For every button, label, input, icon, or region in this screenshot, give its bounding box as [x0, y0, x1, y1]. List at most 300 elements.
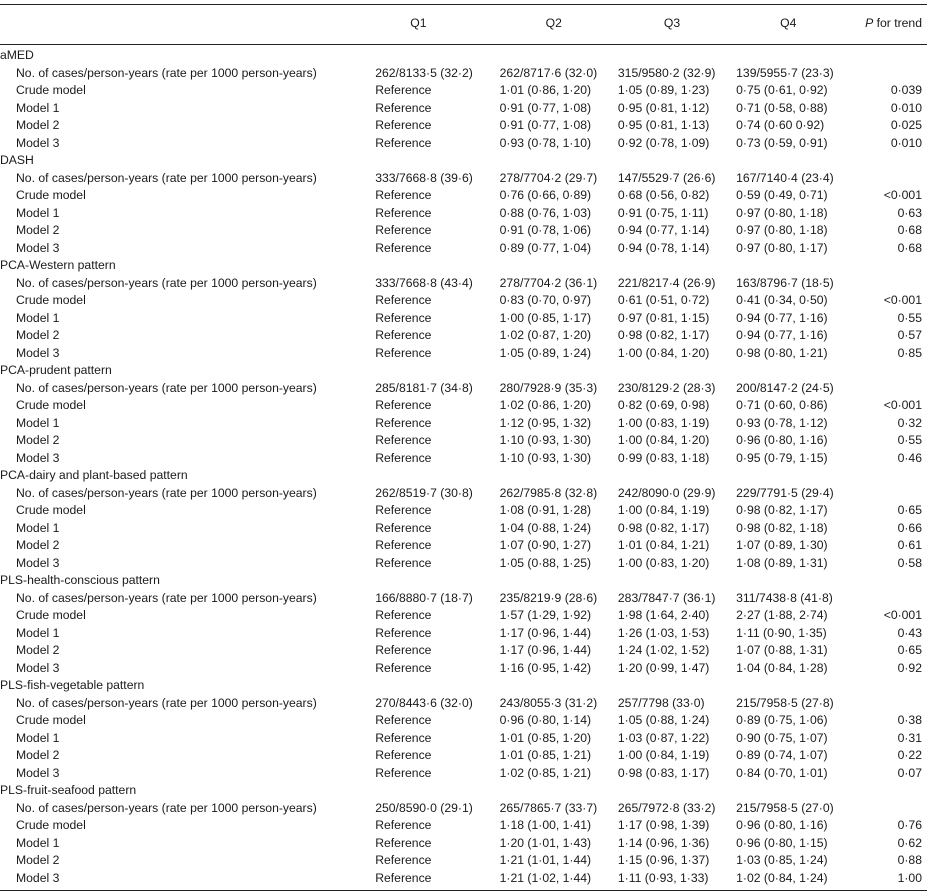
cell-p-trend: [851, 485, 927, 503]
cell-q2: 1·01 (0·85, 1·21): [499, 748, 592, 763]
header-label: [0, 5, 375, 45]
row-label: Model 2: [16, 433, 60, 448]
cell-q1: Reference: [375, 205, 432, 220]
row-label: Model 1: [16, 100, 60, 115]
row-label: Crude model: [16, 608, 86, 623]
cell-q1: Reference: [375, 223, 432, 238]
cell-q1: Reference: [375, 853, 432, 868]
cell-q4: 0·97 (0·80, 1·18): [736, 205, 828, 220]
cell-p-trend: 0·68: [897, 223, 922, 238]
cell-q2: 1·57 (1·29, 1·92): [499, 608, 592, 623]
cell-q1: Reference: [375, 503, 432, 518]
row-label: Model 3: [16, 660, 60, 675]
row-label: Crude model: [16, 293, 86, 308]
table-row: [0, 800, 927, 818]
row-label: Model 3: [0, 870, 375, 891]
cell-q2: 1·00 (0·85, 1·17): [499, 310, 592, 325]
table-header: [0, 5, 927, 45]
cell-p-trend: <0·001: [883, 188, 922, 203]
row-label: No. of cases/person-years (rate per 1000 person-years): [16, 380, 317, 395]
cell-q4: 0·97 (0·80, 1·17): [736, 240, 828, 255]
cell-q1: Reference: [375, 293, 432, 308]
cell-p-trend: 1·00: [851, 870, 927, 891]
cell-p-trend: [851, 275, 927, 293]
cell-q2: 1·02 (0·85, 1·21): [499, 765, 592, 780]
cell-q1: Reference: [375, 83, 432, 98]
cell-q1: Reference: [375, 415, 432, 430]
cell-q4: 167/7140·4 (23·4): [736, 170, 834, 185]
row-label: Model 3: [16, 135, 60, 150]
cell-q3: 242/8090·0 (29·9): [617, 485, 716, 500]
cell-q3: 315/9580·2 (32·9): [617, 65, 716, 80]
table-row: [0, 712, 927, 730]
cell-q2: 278/7704·2 (29·7): [499, 170, 598, 185]
header-q4-text: Q4: [780, 16, 797, 30]
cell-q3: 0·91 (0·75, 1·11): [617, 205, 709, 220]
cell-q4: 0·75 (0·61, 0·92): [736, 83, 828, 98]
row-label: Crude model: [16, 503, 86, 518]
row-label: No. of cases/person-years (rate per 1000 person-years): [16, 65, 317, 80]
cell-q4: 0·98 (0·82, 1·18): [736, 520, 828, 535]
table-row: [0, 222, 927, 240]
cell-q1: Reference: [375, 240, 432, 255]
cell-q2: 1·01 (0·85, 1·20): [499, 730, 592, 745]
cell-q1: Reference: [375, 118, 432, 133]
cell-q2: 0·91 (0·78, 1·06): [499, 223, 592, 238]
cell-q1: Reference: [375, 310, 432, 325]
cell-q2: 1·10 (0·93, 1·30): [499, 450, 592, 465]
cell-q1: Reference: [375, 450, 432, 465]
cell-p-trend: <0·001: [883, 398, 922, 413]
cell-q2: 1·17 (0·96, 1·44): [499, 625, 592, 640]
cell-q3: 257/7798 (33·0): [617, 695, 705, 710]
cell-p-trend: 0·85: [897, 345, 922, 360]
table-row: [0, 82, 927, 100]
cell-q4: 139/5955·7 (23·3): [736, 65, 834, 80]
cell-q3: 1·00 (0·83, 1·20): [617, 555, 710, 570]
row-label: Model 3: [16, 555, 60, 570]
results-table: [0, 4, 927, 891]
cell-q3: 0·95 (0·81, 1·13): [617, 118, 710, 133]
cell-p-trend: 0·039: [890, 83, 922, 98]
table-row: [0, 590, 927, 608]
table-body: [0, 45, 927, 891]
group-title-row: [0, 467, 927, 485]
table-row: [0, 660, 927, 678]
cell-p-trend: 0·55: [897, 433, 922, 448]
cell-q3: 230/8129·2 (28·3): [617, 380, 716, 395]
table-row: [0, 765, 927, 783]
cell-q3: 1·20 (0·99, 1·47): [617, 660, 710, 675]
cell-q1: 262/8133·5 (32·2): [375, 65, 473, 80]
cell-q3: 1·14 (0·96, 1·36): [617, 835, 710, 850]
table-row: [0, 817, 927, 835]
cell-p-trend: 0·32: [897, 415, 922, 430]
header-q3-text: Q3: [663, 16, 681, 30]
cell-q4: 1·03 (0·85, 1·24): [736, 853, 828, 868]
cell-q3: 1·00 (0·84, 1·19): [617, 748, 710, 763]
cell-p-trend: 0·46: [897, 450, 922, 465]
cell-q2: 280/7928·9 (35·3): [499, 380, 598, 395]
cell-p-trend: 0·43: [897, 625, 922, 640]
group-title-row: [0, 45, 927, 65]
cell-q3: 1·05 (0·89, 1·23): [617, 83, 710, 98]
row-label: Model 1: [16, 415, 60, 430]
cell-q4: 1·07 (0·89, 1·30): [736, 538, 828, 553]
row-label: Crude model: [16, 713, 86, 728]
cell-q2: 0·96 (0·80, 1·14): [499, 713, 592, 728]
cell-q2: 0·88 (0·76, 1·03): [499, 205, 592, 220]
cell-p-trend: 0·65: [897, 643, 922, 658]
cell-q2: 262/7985·8 (32·8): [499, 485, 598, 500]
cell-q1: Reference: [375, 188, 432, 203]
group-title: PLS-fish-vegetable pattern: [0, 678, 145, 693]
cell-q2: 1·02 (0·87, 1·20): [499, 328, 592, 343]
cell-q3: 0·97 (0·81, 1·15): [617, 310, 710, 325]
cell-p-trend: 0·92: [897, 660, 922, 675]
table-row: [0, 345, 927, 363]
group-title: PCA-prudent pattern: [0, 363, 112, 378]
cell-p-trend: [851, 695, 927, 713]
cell-q2: 0·83 (0·70, 0·97): [499, 293, 592, 308]
cell-q3: 0·94 (0·78, 1·14): [617, 240, 710, 255]
row-label: Model 2: [16, 118, 60, 133]
cell-q1: 333/7668·8 (39·6): [375, 170, 473, 185]
cell-q3: 0·94 (0·77, 1·14): [617, 223, 710, 238]
table-row: [0, 240, 927, 258]
table-row: [0, 117, 927, 135]
cell-q2: 1·05 (0·89, 1·24): [499, 345, 592, 360]
cell-q3: 283/7847·7 (36·1): [617, 590, 716, 605]
cell-q4: 0·98 (0·80, 1·21): [736, 345, 828, 360]
cell-q4: 1·08 (0·89, 1·31): [736, 555, 828, 570]
cell-p-trend: 0·63: [897, 205, 922, 220]
table-row: [0, 625, 927, 643]
cell-q3: 147/5529·7 (26·6): [617, 170, 716, 185]
cell-q2: 1·07 (0·90, 1·27): [499, 538, 592, 553]
cell-q1: Reference: [375, 345, 432, 360]
cell-p-trend: 0·65: [897, 503, 922, 518]
cell-p-trend: 0·07: [897, 765, 922, 780]
table-row: [0, 502, 927, 520]
cell-q1: Reference: [375, 625, 432, 640]
cell-q2: 1·10 (0·93, 1·30): [499, 433, 592, 448]
cell-q3: 221/8217·4 (26·9): [617, 275, 716, 290]
cell-q2: 1·08 (0·91, 1·28): [499, 503, 592, 518]
header-p-rest: for trend: [873, 16, 922, 30]
cell-q2: 0·91 (0·77, 1·08): [499, 118, 592, 133]
cell-q3: 265/7972·8 (33·2): [617, 800, 716, 815]
cell-q1: Reference: [375, 538, 432, 553]
table-row: [0, 292, 927, 310]
cell-q2: 235/8219·9 (28·6): [499, 590, 598, 605]
cell-q1: 250/8590·0 (29·1): [375, 800, 473, 815]
table-row: [0, 310, 927, 328]
cell-q4: 163/8796·7 (18·5): [736, 275, 834, 290]
cell-p-trend: <0·001: [883, 608, 922, 623]
table-row: [0, 327, 927, 345]
group-title: PLS-fruit-seafood pattern: [0, 783, 137, 798]
group-title-row: [0, 362, 927, 380]
cell-q3: 0·98 (0·83, 1·17): [617, 765, 710, 780]
table-row: [0, 65, 927, 83]
header-row: [0, 5, 927, 45]
cell-q1: Reference: [375, 660, 432, 675]
cell-q4: 229/7791·5 (29·4): [736, 485, 834, 500]
cell-q4: 1·02 (0·84, 1·24): [736, 870, 851, 891]
group-title-row: [0, 152, 927, 170]
cell-q1: Reference: [375, 100, 432, 115]
header-q4: [736, 5, 851, 45]
cell-q3: 0·99 (0·83, 1·18): [617, 450, 710, 465]
cell-p-trend: 0·55: [897, 310, 922, 325]
header-p-for-trend: [851, 5, 927, 45]
cell-q4: 311/7438·8 (41·8): [736, 590, 833, 605]
cell-q4: 0·94 (0·77, 1·16): [736, 328, 828, 343]
cell-q1: Reference: [375, 870, 499, 891]
cell-q4: 0·74 (0·60 0·92): [736, 118, 825, 133]
cell-p-trend: [851, 800, 927, 818]
table-row: [0, 135, 927, 153]
cell-q4: 0·93 (0·78, 1·12): [736, 415, 828, 430]
row-label: Model 1: [16, 310, 60, 325]
cell-q1: Reference: [375, 433, 432, 448]
cell-p-trend: 0·76: [897, 818, 922, 833]
cell-q4: 0·96 (0·80, 1·15): [736, 835, 828, 850]
row-label: Model 2: [16, 748, 60, 763]
header-q2-text: Q2: [545, 16, 562, 30]
cell-q1: Reference: [375, 818, 432, 833]
cell-q4: 0·96 (0·80, 1·16): [736, 433, 828, 448]
cell-p-trend: [851, 170, 927, 188]
cell-q3: 0·92 (0·78, 1·09): [617, 135, 710, 150]
cell-q2: 1·17 (0·96, 1·44): [499, 643, 592, 658]
header-q2: [500, 5, 618, 45]
cell-q1: 270/8443·6 (32·0): [375, 695, 473, 710]
cell-q3: 1·00 (0·84, 1·19): [617, 503, 710, 518]
table-row: [0, 695, 927, 713]
cell-q3: 1·05 (0·88, 1·24): [617, 713, 710, 728]
table-row: [0, 870, 927, 891]
table-row: [0, 852, 927, 870]
cell-q1: Reference: [375, 328, 432, 343]
cell-q1: 285/8181·7 (34·8): [375, 380, 473, 395]
cell-p-trend: 0·010: [890, 100, 922, 115]
row-label: Model 2: [16, 538, 60, 553]
cell-q3: 1·00 (0·83, 1·19): [617, 415, 710, 430]
cell-q4: 0·71 (0·60, 0·86): [736, 398, 828, 413]
cell-q3: 1·17 (0·98, 1·39): [617, 818, 710, 833]
cell-q4: 1·11 (0·90, 1·35): [736, 625, 827, 640]
table-row: [0, 607, 927, 625]
cell-q3: 0·82 (0·69, 0·98): [617, 398, 710, 413]
cell-q3: 1·03 (0·87, 1·22): [617, 730, 710, 745]
row-label: Model 1: [16, 835, 60, 850]
group-title-row: [0, 257, 927, 275]
header-q3: [618, 5, 736, 45]
table-row: [0, 100, 927, 118]
cell-q2: 1·12 (0·95, 1·32): [499, 415, 592, 430]
cell-q4: 0·97 (0·80, 1·18): [736, 223, 828, 238]
cell-q4: 0·84 (0·70, 1·01): [736, 765, 828, 780]
cell-q4: 0·59 (0·49, 0·71): [736, 188, 828, 203]
table-row: [0, 415, 927, 433]
table-row: [0, 835, 927, 853]
table-row: [0, 642, 927, 660]
table-row: [0, 380, 927, 398]
cell-p-trend: 0·010: [890, 135, 922, 150]
cell-q4: 2·27 (1·88, 2·74): [736, 608, 828, 623]
group-title: PCA-Western pattern: [0, 258, 116, 273]
table-row: [0, 397, 927, 415]
group-title-row: [0, 572, 927, 590]
row-label: Model 3: [16, 765, 60, 780]
row-label: Model 1: [16, 205, 60, 220]
cell-q2: 1·21 (1·02, 1·44): [500, 870, 618, 891]
table-row: [0, 730, 927, 748]
row-label: Model 1: [16, 625, 60, 640]
row-label: No. of cases/person-years (rate per 1000 person-years): [16, 275, 317, 290]
cell-q3: 1·15 (0·96, 1·37): [617, 853, 710, 868]
cell-q2: 1·01 (0·86, 1·20): [499, 83, 592, 98]
cell-p-trend: [851, 380, 927, 398]
group-title-row: [0, 677, 927, 695]
row-label: Model 1: [16, 520, 60, 535]
cell-q4: 0·95 (0·79, 1·15): [736, 450, 828, 465]
row-label: Model 3: [16, 345, 60, 360]
header-q1: [375, 5, 499, 45]
cell-q4: 215/7958·5 (27·0): [736, 800, 834, 815]
cell-q4: 0·41 (0·34, 0·50): [736, 293, 828, 308]
table-row: [0, 432, 927, 450]
cell-p-trend: [851, 590, 927, 608]
cell-q4: 0·96 (0·80, 1·16): [736, 818, 828, 833]
cell-q2: 0·91 (0·77, 1·08): [499, 100, 592, 115]
cell-q2: 1·21 (1·01, 1·44): [499, 853, 592, 868]
cell-p-trend: 0·62: [897, 835, 922, 850]
table-row: [0, 747, 927, 765]
cell-p-trend: 0·68: [897, 240, 922, 255]
cell-q1: Reference: [375, 643, 432, 658]
cell-q1: 262/8519·7 (30·8): [375, 485, 473, 500]
cell-q1: Reference: [375, 765, 432, 780]
cell-q4: 0·71 (0·58, 0·88): [736, 100, 828, 115]
row-label: Model 2: [16, 853, 60, 868]
row-label: No. of cases/person-years (rate per 1000 person-years): [16, 590, 317, 605]
cell-q3: 1·00 (0·84, 1·20): [617, 345, 710, 360]
cell-q2: 243/8055·3 (31·2): [499, 695, 598, 710]
cell-q2: 0·93 (0·78, 1·10): [499, 135, 592, 150]
cell-q3: 1·01 (0·84, 1·21): [617, 538, 710, 553]
cell-q2: 265/7865·7 (33·7): [499, 800, 598, 815]
cell-p-trend: 0·57: [897, 328, 922, 343]
header-p-italic: P: [865, 16, 874, 30]
cell-q1: 333/7668·8 (43·4): [375, 275, 473, 290]
table-row: [0, 187, 927, 205]
cell-q1: Reference: [375, 520, 432, 535]
cell-q3: 1·26 (1·03, 1·53): [617, 625, 710, 640]
row-label: No. of cases/person-years (rate per 1000 person-years): [16, 170, 317, 185]
row-label: Model 2: [16, 223, 60, 238]
cell-q1: Reference: [375, 398, 432, 413]
cell-q3: 0·98 (0·82, 1·17): [617, 328, 710, 343]
cell-q1: Reference: [375, 835, 432, 850]
row-label: Model 3: [16, 450, 60, 465]
table-row: [0, 555, 927, 573]
row-label: No. of cases/person-years (rate per 1000 person-years): [16, 695, 317, 710]
cell-p-trend: 0·31: [897, 730, 922, 745]
row-label: No. of cases/person-years (rate per 1000 person-years): [16, 485, 317, 500]
cell-q1: Reference: [375, 135, 432, 150]
cell-q3: 1·24 (1·02, 1·52): [617, 643, 710, 658]
cell-q1: Reference: [375, 713, 432, 728]
table-row: [0, 520, 927, 538]
cell-q3: 0·61 (0·51, 0·72): [617, 293, 710, 308]
group-title: PLS-health-conscious pattern: [0, 573, 160, 588]
table-row: [0, 537, 927, 555]
cell-q2: 1·18 (1·00, 1·41): [499, 818, 592, 833]
cell-q1: 166/8880·7 (18·7): [375, 590, 473, 605]
cell-q4: 0·89 (0·74, 1·07): [736, 748, 828, 763]
cell-q1: Reference: [375, 608, 432, 623]
cell-q2: 1·16 (0·95, 1·42): [499, 660, 592, 675]
group-title: PCA-dairy and plant-based pattern: [0, 468, 188, 483]
cell-q4: 0·98 (0·82, 1·17): [736, 503, 828, 518]
row-label: Crude model: [16, 188, 86, 203]
cell-q2: 1·20 (1·01, 1·43): [499, 835, 592, 850]
row-label: Model 2: [16, 643, 60, 658]
header-q1-text: Q1: [410, 16, 427, 30]
cell-q4: 0·94 (0·77, 1·16): [736, 310, 828, 325]
cell-q3: 1·98 (1·64, 2·40): [617, 608, 710, 623]
table-row: [0, 170, 927, 188]
cell-p-trend: 0·58: [897, 555, 922, 570]
row-label: Model 3: [16, 240, 60, 255]
cell-p-trend: <0·001: [883, 293, 922, 308]
cell-q3: 1·00 (0·84, 1·20): [617, 433, 710, 448]
cell-q3: 0·95 (0·81, 1·12): [617, 100, 710, 115]
cell-q2: 0·76 (0·66, 0·89): [499, 188, 592, 203]
table-row: [0, 450, 927, 468]
table-row: [0, 485, 927, 503]
cell-q2: 0·89 (0·77, 1·04): [499, 240, 592, 255]
cell-p-trend: 0·025: [890, 118, 922, 133]
group-title: DASH: [0, 153, 34, 168]
cell-q2: 1·04 (0·88, 1·24): [499, 520, 592, 535]
cell-q3: 1·11 (0·93, 1·33): [618, 870, 736, 891]
cell-q1: Reference: [375, 748, 432, 763]
cell-p-trend: 0·61: [897, 538, 922, 553]
cell-q4: 200/8147·2 (24·5): [736, 380, 834, 395]
row-label: Crude model: [16, 398, 86, 413]
row-label: Crude model: [16, 818, 86, 833]
row-label: No. of cases/person-years (rate per 1000 person-years): [16, 800, 317, 815]
cell-p-trend: 0·22: [897, 748, 922, 763]
row-label: Model 2: [16, 328, 60, 343]
cell-q4: 0·89 (0·75, 1·06): [736, 713, 828, 728]
cell-q4: 1·04 (0·84, 1·28): [736, 660, 828, 675]
cell-q3: 0·68 (0·56, 0·82): [617, 188, 710, 203]
cell-q4: 0·73 (0·59, 0·91): [736, 135, 828, 150]
cell-q1: Reference: [375, 730, 432, 745]
cell-p-trend: 0·38: [897, 713, 922, 728]
cell-p-trend: [851, 65, 927, 83]
table-row: [0, 205, 927, 223]
cell-q1: Reference: [375, 555, 432, 570]
cell-q4: 0·90 (0·75, 1·07): [736, 730, 828, 745]
cell-p-trend: 0·88: [897, 853, 922, 868]
cell-q4: 215/7958·5 (27·8): [736, 695, 834, 710]
